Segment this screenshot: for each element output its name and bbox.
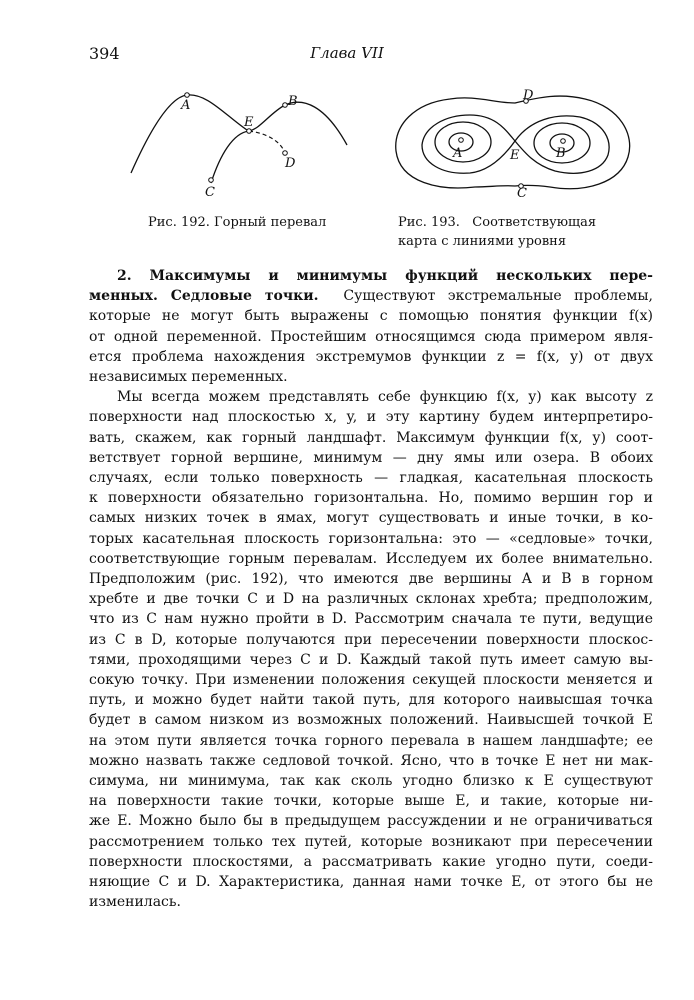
figure-193-caption-line1: Рис. 193. Соответствующая bbox=[398, 215, 597, 230]
text-line: Мы всегда можем представлять себе функцию f(x, y) как высоту z bbox=[117, 389, 653, 406]
text-line: можно назвать также седловой точкой. Ясно, что в точке E нет ни мак- bbox=[89, 752, 653, 769]
point-a bbox=[459, 138, 464, 143]
label-d: D bbox=[523, 88, 534, 103]
label-b: B bbox=[288, 94, 298, 109]
chapter-title: Глава VII bbox=[310, 44, 384, 62]
label-b: B bbox=[556, 146, 566, 161]
text-line: поверхности над плоскостью x, y, и эту картину будем интерпретиро- bbox=[89, 409, 653, 426]
text-line: на поверхности такие точки, которые выше E, и такие, которые ни- bbox=[89, 793, 653, 810]
section-heading-paragraph bbox=[89, 266, 653, 387]
text-line: сокую точку. При изменении положения секущей плоскости меняется и bbox=[89, 672, 653, 689]
label-a: A bbox=[181, 98, 191, 113]
text-line: изменилась. bbox=[89, 894, 181, 911]
figure-193-caption bbox=[398, 213, 596, 251]
text-line: независимых переменных. bbox=[89, 369, 288, 386]
text-line: же E. Можно было бы в предыдущем рассуждении и не ограничиваться bbox=[89, 813, 653, 830]
text-line: вать, скажем, как горный ландшафт. Максимум функции f(x, y) соот- bbox=[89, 429, 653, 446]
section-body bbox=[89, 266, 653, 913]
text-line: из C в D, которые получаются при пересечении поверхности плоскос- bbox=[89, 631, 653, 648]
text-line: хребте и две точки C и D на различных склонах хребта; предположим, bbox=[89, 591, 653, 608]
text-line: няющие C и D. Характеристика, данная нами точке E, от этого бы не bbox=[89, 874, 653, 891]
text-line: симума, ни минимума, так как сколь угодно близко к E существуют bbox=[89, 773, 653, 790]
text-line: тями, проходящими через C и D. Каждый такой путь имеет самую вы- bbox=[89, 651, 653, 668]
text-line: рассмотрением только тех путей, которые возникают при пересечении bbox=[89, 833, 653, 850]
point-c bbox=[209, 178, 214, 183]
text-line: ветствует горной вершине, минимум — дну ямы или озера. В обоих bbox=[89, 449, 653, 466]
paragraph-2 bbox=[89, 387, 653, 912]
text-line: от одной переменной. Простейшим относящимся сюда примером явля- bbox=[89, 328, 653, 345]
text-line: которые не могут быть выражены с помощью понятия функции f(x) bbox=[89, 308, 653, 325]
text-line: поверхности плоскостями, а рассматривать какие угодно пути, соеди- bbox=[89, 853, 653, 870]
contour-left-inner bbox=[435, 122, 491, 162]
text-line: к поверхности обязательно горизонтальна. Но, помимо вершин гор и bbox=[89, 490, 653, 507]
point-a bbox=[185, 93, 190, 98]
text-line: самых низких точек в ямах, могут существовать и иные точки, в ко- bbox=[89, 510, 653, 527]
label-e: E bbox=[244, 115, 254, 130]
figure-193-contour-map bbox=[390, 85, 640, 200]
point-b bbox=[561, 139, 566, 144]
text-line: что из C нам нужно пройти в D. Рассмотрим сначала те пути, ведущие bbox=[89, 611, 653, 628]
point-b bbox=[283, 103, 288, 108]
path-to-d-dashed bbox=[249, 131, 285, 153]
label-d: D bbox=[285, 156, 296, 171]
point-d bbox=[283, 151, 288, 156]
text-line: торых касательная плоскость горизонтальна: это — «седловые» точки, bbox=[89, 530, 653, 547]
label-c: C bbox=[517, 186, 527, 200]
text-line: ется проблема нахождения экстремумов функции z = f(x, y) от двух bbox=[89, 348, 653, 365]
heading-line-2: менных. Седловые точки. Существуют экстремальные проблемы, bbox=[89, 288, 653, 305]
figure-193-caption-line2: карта с линиями уровня bbox=[398, 234, 567, 249]
label-e: E bbox=[510, 148, 520, 163]
contour-outer bbox=[396, 96, 630, 189]
text-line: соответствующие горным перевалам. Исследуем их более внимательно. bbox=[89, 550, 653, 567]
text-line: будет в самом низком из возможных положений. Наивысшей точкой E bbox=[89, 712, 653, 729]
ridge-right-curve bbox=[211, 102, 347, 183]
label-c: C bbox=[205, 185, 215, 200]
text-line: случаях, если только поверхность — гладкая, касательная плоскость bbox=[89, 470, 653, 487]
text-line: Предположим (рис. 192), что имеются две вершины A и B в горном bbox=[89, 571, 653, 588]
figure-192-mountain-pass bbox=[125, 85, 365, 200]
page-number: 394 bbox=[89, 44, 120, 63]
figure-192-caption: Рис. 192. Горный перевал bbox=[148, 215, 327, 230]
text-line: путь, и можно будет найти такой путь, для которого наивысшая точка bbox=[89, 692, 653, 709]
heading-line-1: 2. Максимумы и минимумы функций нескольких пере- bbox=[117, 268, 653, 284]
text-line: на этом пути является точка горного перевала в нашем ландшафте; ее bbox=[89, 732, 653, 749]
label-a: A bbox=[453, 146, 463, 161]
